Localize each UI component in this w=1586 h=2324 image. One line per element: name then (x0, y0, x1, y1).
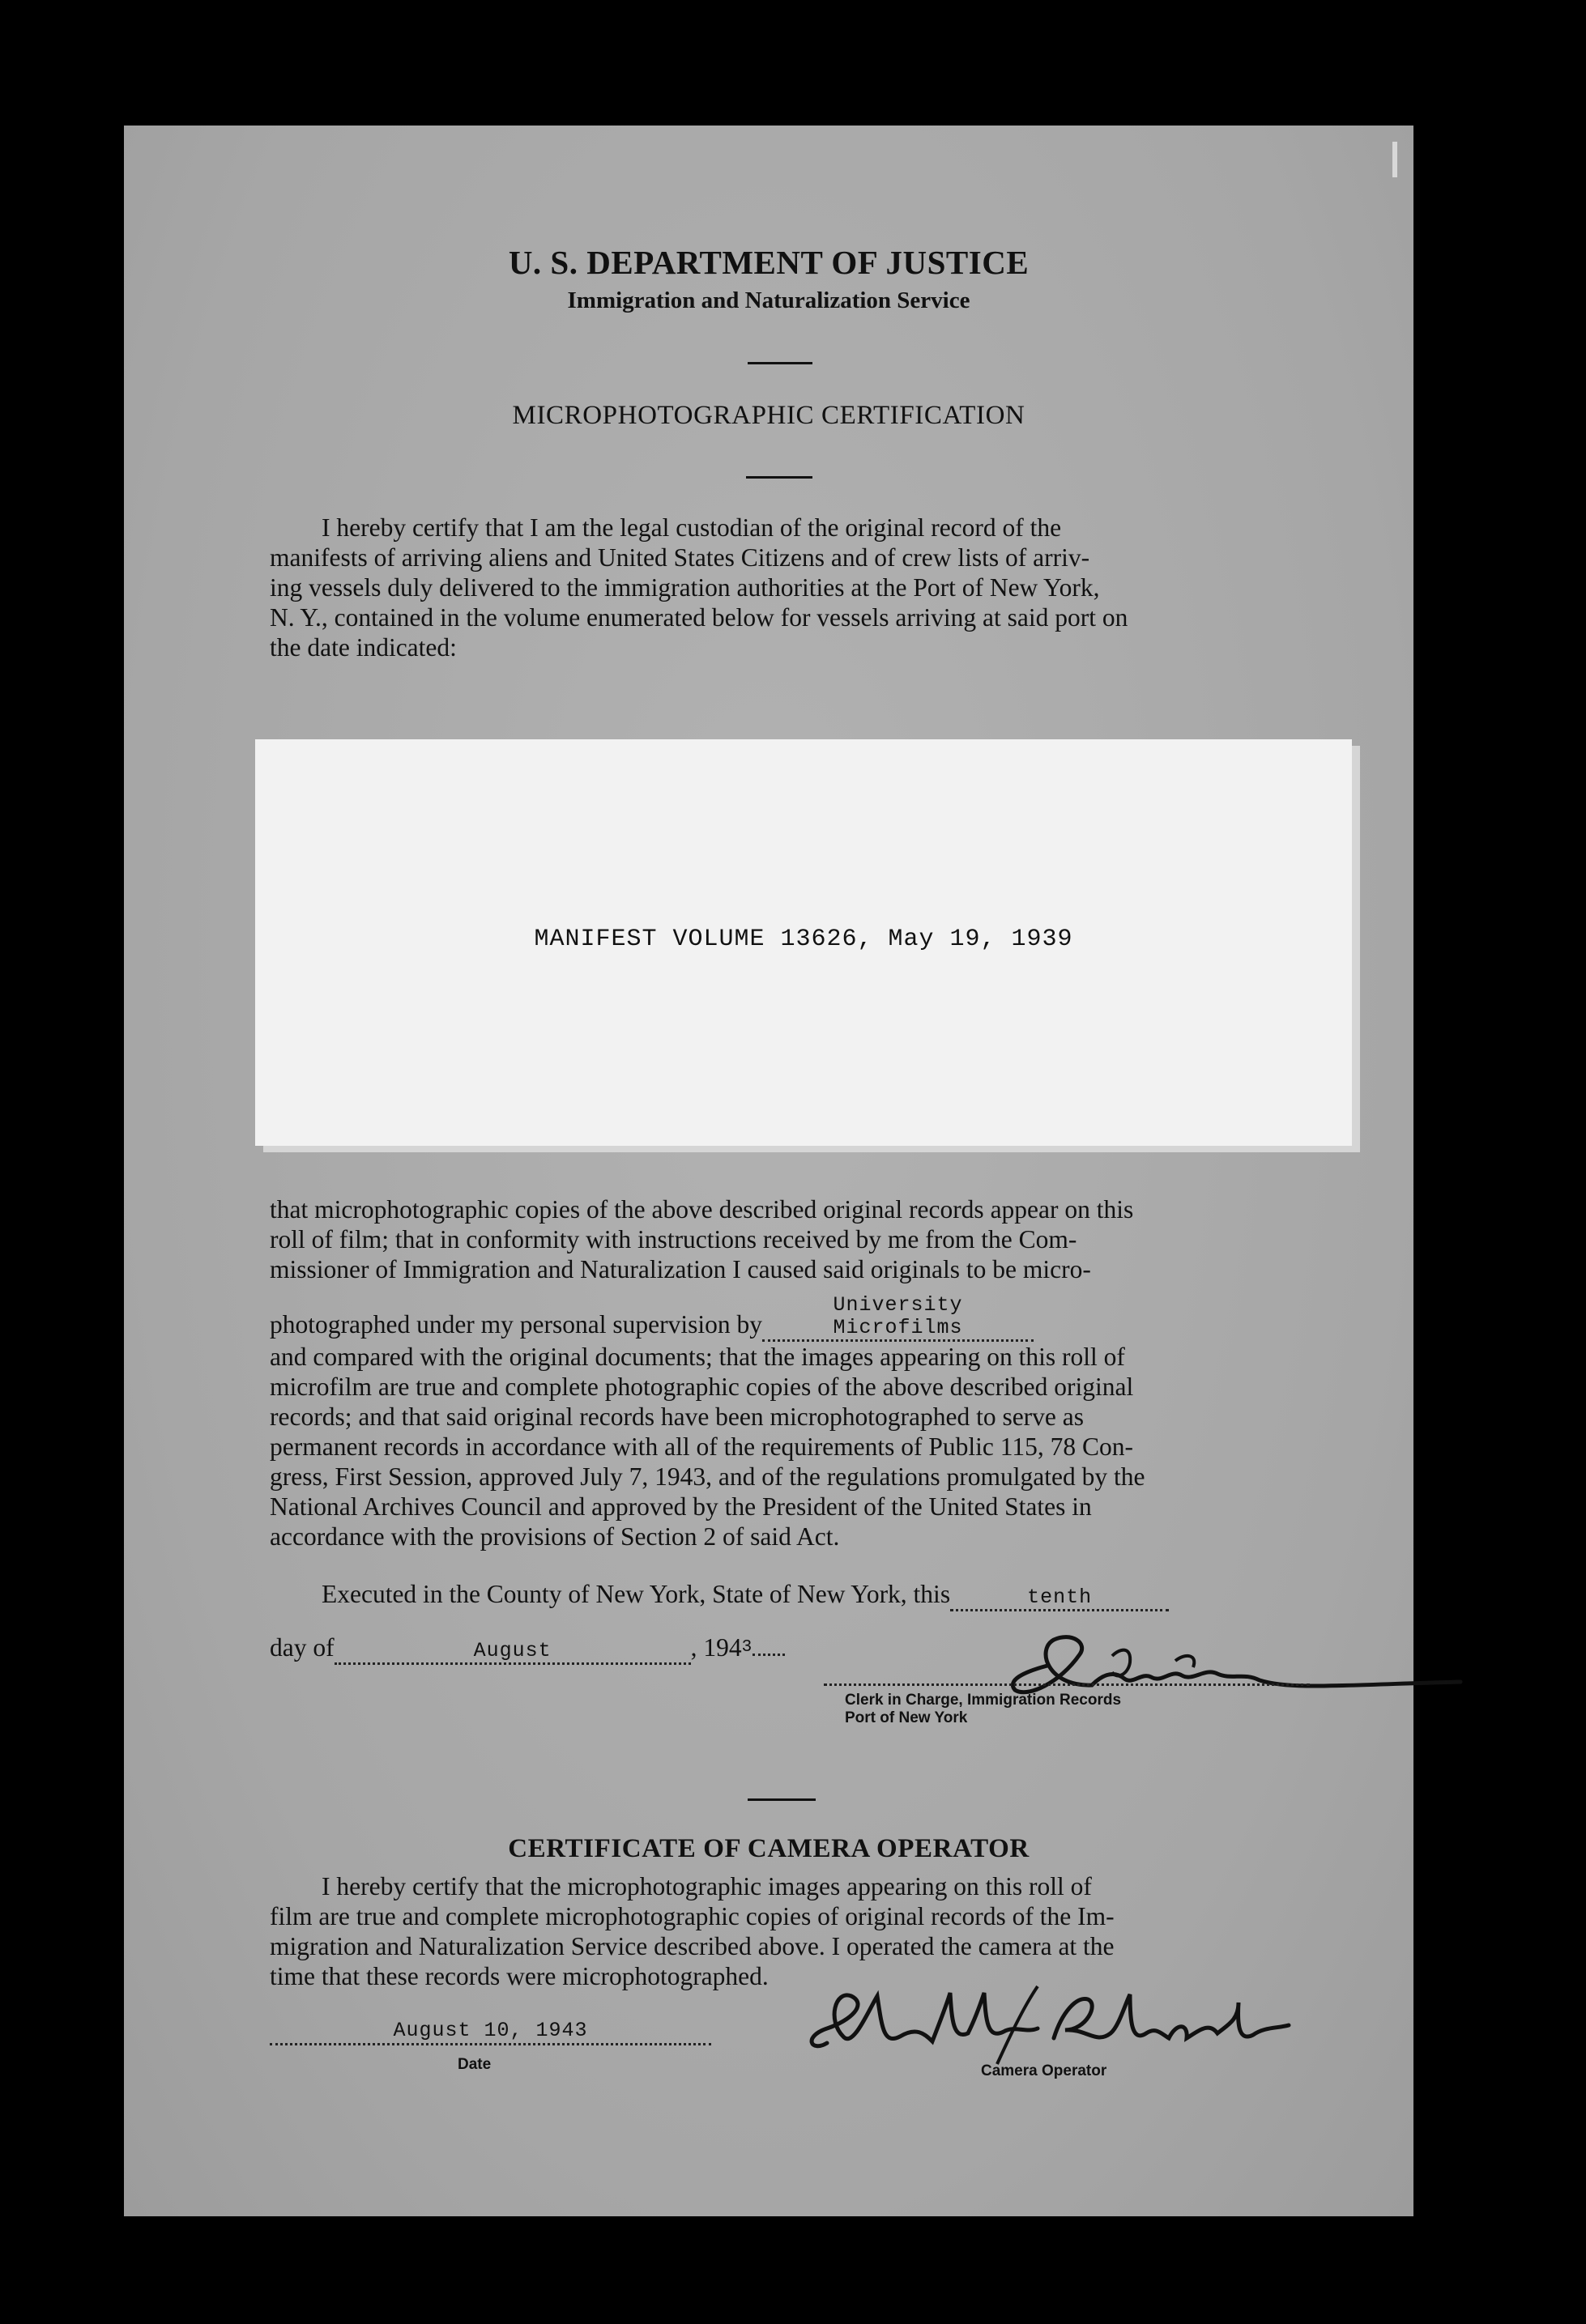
execution-prefix: Executed in the County of New York, State of New York, this (322, 1580, 951, 1608)
year-prefix: , 194 (690, 1633, 742, 1662)
clerk-signature-line (824, 1683, 1310, 1686)
certificate-page (124, 126, 1413, 2216)
day-of-label: day of (270, 1633, 335, 1662)
title-divider (746, 476, 812, 479)
camera-date-label: Date (458, 2056, 492, 2073)
supervision-prefix: photographed under my personal supervision by (270, 1310, 763, 1339)
camera-line: time that these records were microphotographed. (270, 1962, 769, 1990)
intro-line: ing vessels duly delivered to the immigration authorities at the Port of New York, (270, 573, 1100, 602)
body-paragraph (270, 1194, 1315, 1551)
year-digit: 3 (741, 1638, 753, 1657)
manifest-volume-text: MANIFEST VOLUME 13626, May 19, 1939 (534, 926, 1073, 953)
body-line: National Archives Council and approved by the President of the United States in (270, 1492, 1092, 1521)
camera-operator-label: Camera Operator (981, 2062, 1107, 2079)
body-line: permanent records in accordance with all of the requirements of Public 115, 78 Con- (270, 1432, 1133, 1461)
supervisor-field: University Microfilms (762, 1294, 1034, 1342)
body-line: microfilm are true and complete photographic copies of the above described original (270, 1373, 1134, 1401)
intro-line: N. Y., contained in the volume enumerated below for vessels arriving at said port on (270, 603, 1128, 632)
heading-divider (748, 362, 812, 364)
body-line: accordance with the provisions of Section 2 of said Act. (270, 1522, 840, 1551)
execution-day-field: tenth (950, 1586, 1169, 1611)
camera-line: I hereby certify that the microphotographic images appearing on this roll of (322, 1872, 1092, 1900)
body-line: and compared with the original documents; that the images appearing on this roll of (270, 1343, 1125, 1371)
body-line: missioner of Immigration and Naturalization I caused said originals to be micro- (270, 1255, 1091, 1283)
intro-paragraph (270, 513, 1315, 662)
manifest-insert-slip (255, 739, 1352, 1146)
supervision-line (270, 1294, 1315, 1342)
film-edge-mark (1392, 142, 1397, 177)
intro-line: manifests of arriving aliens and United States Citizens and of crew lists of arriv- (270, 543, 1090, 572)
intro-line: I hereby certify that I am the legal custodian of the original record of the (322, 513, 1062, 542)
intro-line: the date indicated: (270, 633, 457, 662)
camera-line: film are true and complete microphotographic copies of original records of the Im- (270, 1902, 1115, 1930)
camera-line: migration and Naturalization Service described above. I operated the camera at the (270, 1932, 1115, 1960)
body-line: roll of film; that in conformity with instructions received by me from the Com- (270, 1225, 1077, 1254)
execution-line (322, 1580, 1169, 1611)
body-line: that microphotographic copies of the above described original records appear on this (270, 1195, 1134, 1224)
camera-date-field: August 10, 1943 (270, 2019, 711, 2045)
service-heading: Immigration and Naturalization Service (567, 287, 970, 313)
department-heading: U. S. DEPARTMENT OF JUSTICE (508, 244, 1030, 281)
clerk-title-line: Port of New York (845, 1709, 968, 1726)
certification-title: MICROPHOTOGRAPHIC CERTIFICATION (512, 401, 1025, 430)
camera-paragraph (270, 1871, 1315, 1991)
camera-divider (748, 1798, 816, 1801)
camera-operator-signature-icon (795, 1980, 1297, 2069)
body-line: records; and that said original records have been microphotographed to serve as (270, 1402, 1085, 1431)
clerk-title-line: Clerk in Charge, Immigration Records (845, 1692, 1122, 1709)
execution-month-field: August (335, 1640, 691, 1665)
clerk-title (845, 1692, 1121, 1727)
camera-certificate-title: CERTIFICATE OF CAMERA OPERATOR (508, 1834, 1030, 1863)
execution-date-line (270, 1633, 785, 1665)
body-line: gress, First Session, approved July 7, 1943, and of the regulations promulgated by the (270, 1462, 1145, 1491)
year-dots (752, 1654, 785, 1656)
